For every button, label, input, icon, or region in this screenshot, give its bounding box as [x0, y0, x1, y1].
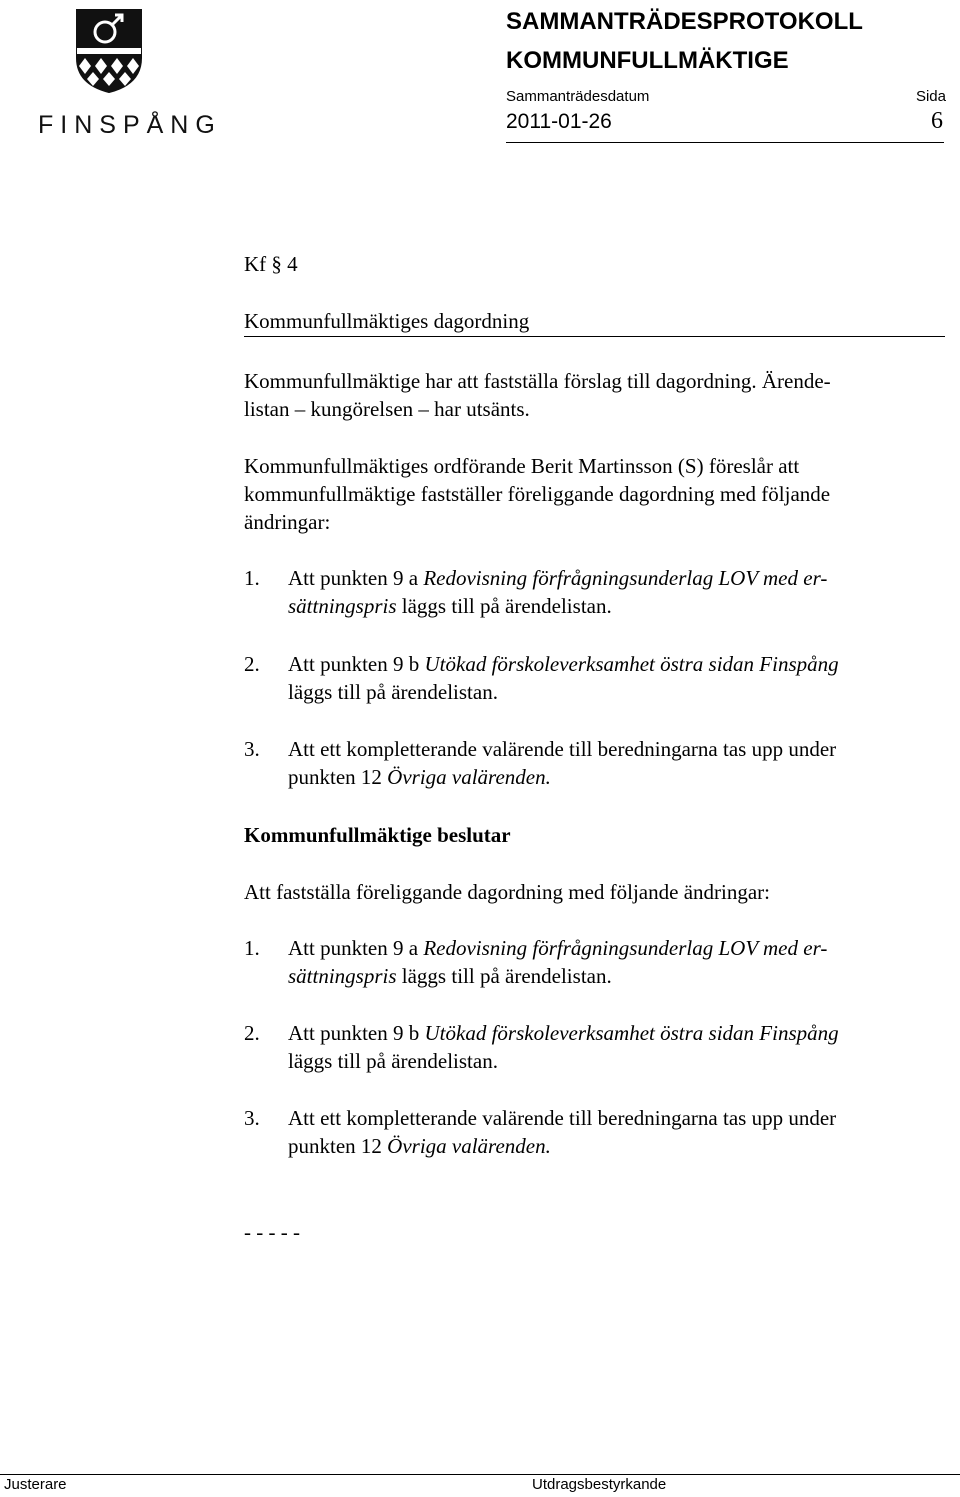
- item-text: Att punkten 9 a: [288, 566, 424, 590]
- decision-item-line: Att ett kompletterande valärende till beredningarna tas upp under: [288, 1106, 837, 1130]
- date-label: Sammanträdesdatum: [506, 88, 650, 105]
- decision-item-line: [288, 1019, 839, 1047]
- logo-wordmark: FINSPÅNG: [38, 111, 222, 139]
- proposal-item-line: läggs till på ärendelistan.: [288, 680, 498, 704]
- page-number: 6: [931, 108, 943, 134]
- coat-of-arms-icon: [75, 8, 143, 94]
- proposal-item-line: [288, 564, 827, 592]
- end-marker: - - - - -: [244, 1220, 300, 1244]
- item-text: läggs till på ärendelistan.: [396, 594, 612, 618]
- decision-item-line: [288, 1132, 551, 1160]
- item-title: Utökad förskoleverksamhet östra sidan Finspång: [424, 1021, 839, 1045]
- item-title: Utökad förskoleverksamhet östra sidan Finspång: [424, 652, 839, 676]
- item-title: Övriga valärenden.: [387, 765, 551, 789]
- footer-divider: [0, 1474, 960, 1475]
- item-text: Att punkten 9 a: [288, 936, 424, 960]
- intro-line: Kommunfullmäktige har att fastställa förslag till dagordning. Ärende-: [244, 369, 831, 393]
- header-divider: [506, 142, 944, 143]
- decision-item-number: 1.: [244, 936, 260, 960]
- proposal-line: ändringar:: [244, 510, 331, 534]
- decision-item-line: [288, 962, 612, 990]
- item-text: Att punkten 9 b: [288, 652, 425, 676]
- decision-intro: Att fastställa föreliggande dagordning med följande ändringar:: [244, 880, 770, 904]
- proposal-line: kommunfullmäktige fastställer föreliggande dagordning med följande: [244, 482, 831, 506]
- decision-heading: Kommunfullmäktige beslutar: [244, 823, 511, 847]
- proposal-item-line: [288, 763, 551, 791]
- item-title: sättningspris: [288, 964, 397, 988]
- proposal-item-number: 1.: [244, 566, 260, 590]
- body-name: KOMMUNFULLMÄKTIGE: [506, 47, 789, 74]
- page-label: Sida: [915, 88, 946, 105]
- paragraph-reference: Kf § 4: [244, 252, 298, 276]
- proposal-item-number: 3.: [244, 737, 260, 761]
- proposal-item-line: Att ett kompletterande valärende till beredningarna tas upp under: [288, 737, 837, 761]
- item-title: Redovisning förfrågningsunderlag LOV med er-: [423, 936, 828, 960]
- item-title: Redovisning förfrågningsunderlag LOV med er-: [423, 566, 828, 590]
- meeting-date: 2011-01-26: [506, 110, 612, 133]
- proposal-item-line: [288, 592, 612, 620]
- decision-item-number: 2.: [244, 1021, 260, 1045]
- item-text: punkten 12: [288, 1134, 388, 1158]
- municipality-logo: [38, 8, 222, 139]
- proposal-item-line: [288, 650, 839, 678]
- decision-item-line: läggs till på ärendelistan.: [288, 1049, 498, 1073]
- section-title: Kommunfullmäktiges dagordning: [244, 309, 530, 333]
- intro-line: listan – kungörelsen – har utsänts.: [244, 397, 530, 421]
- item-title: sättningspris: [288, 594, 397, 618]
- proposal-line: Kommunfullmäktiges ordförande Berit Martinsson (S) föreslår att: [244, 454, 800, 478]
- item-title: Övriga valärenden.: [387, 1134, 551, 1158]
- footer-certification-label: Utdragsbestyrkande: [532, 1476, 667, 1493]
- document-type: SAMMANTRÄDESPROTOKOLL: [506, 8, 863, 35]
- decision-item-number: 3.: [244, 1106, 260, 1130]
- proposal-item-number: 2.: [244, 652, 260, 676]
- decision-item-line: [288, 934, 827, 962]
- footer-signatory-label: Justerare: [4, 1476, 67, 1493]
- item-text: Att punkten 9 b: [288, 1021, 425, 1045]
- section-title-underline: [244, 336, 945, 337]
- item-text: läggs till på ärendelistan.: [396, 964, 612, 988]
- item-text: punkten 12: [288, 765, 388, 789]
